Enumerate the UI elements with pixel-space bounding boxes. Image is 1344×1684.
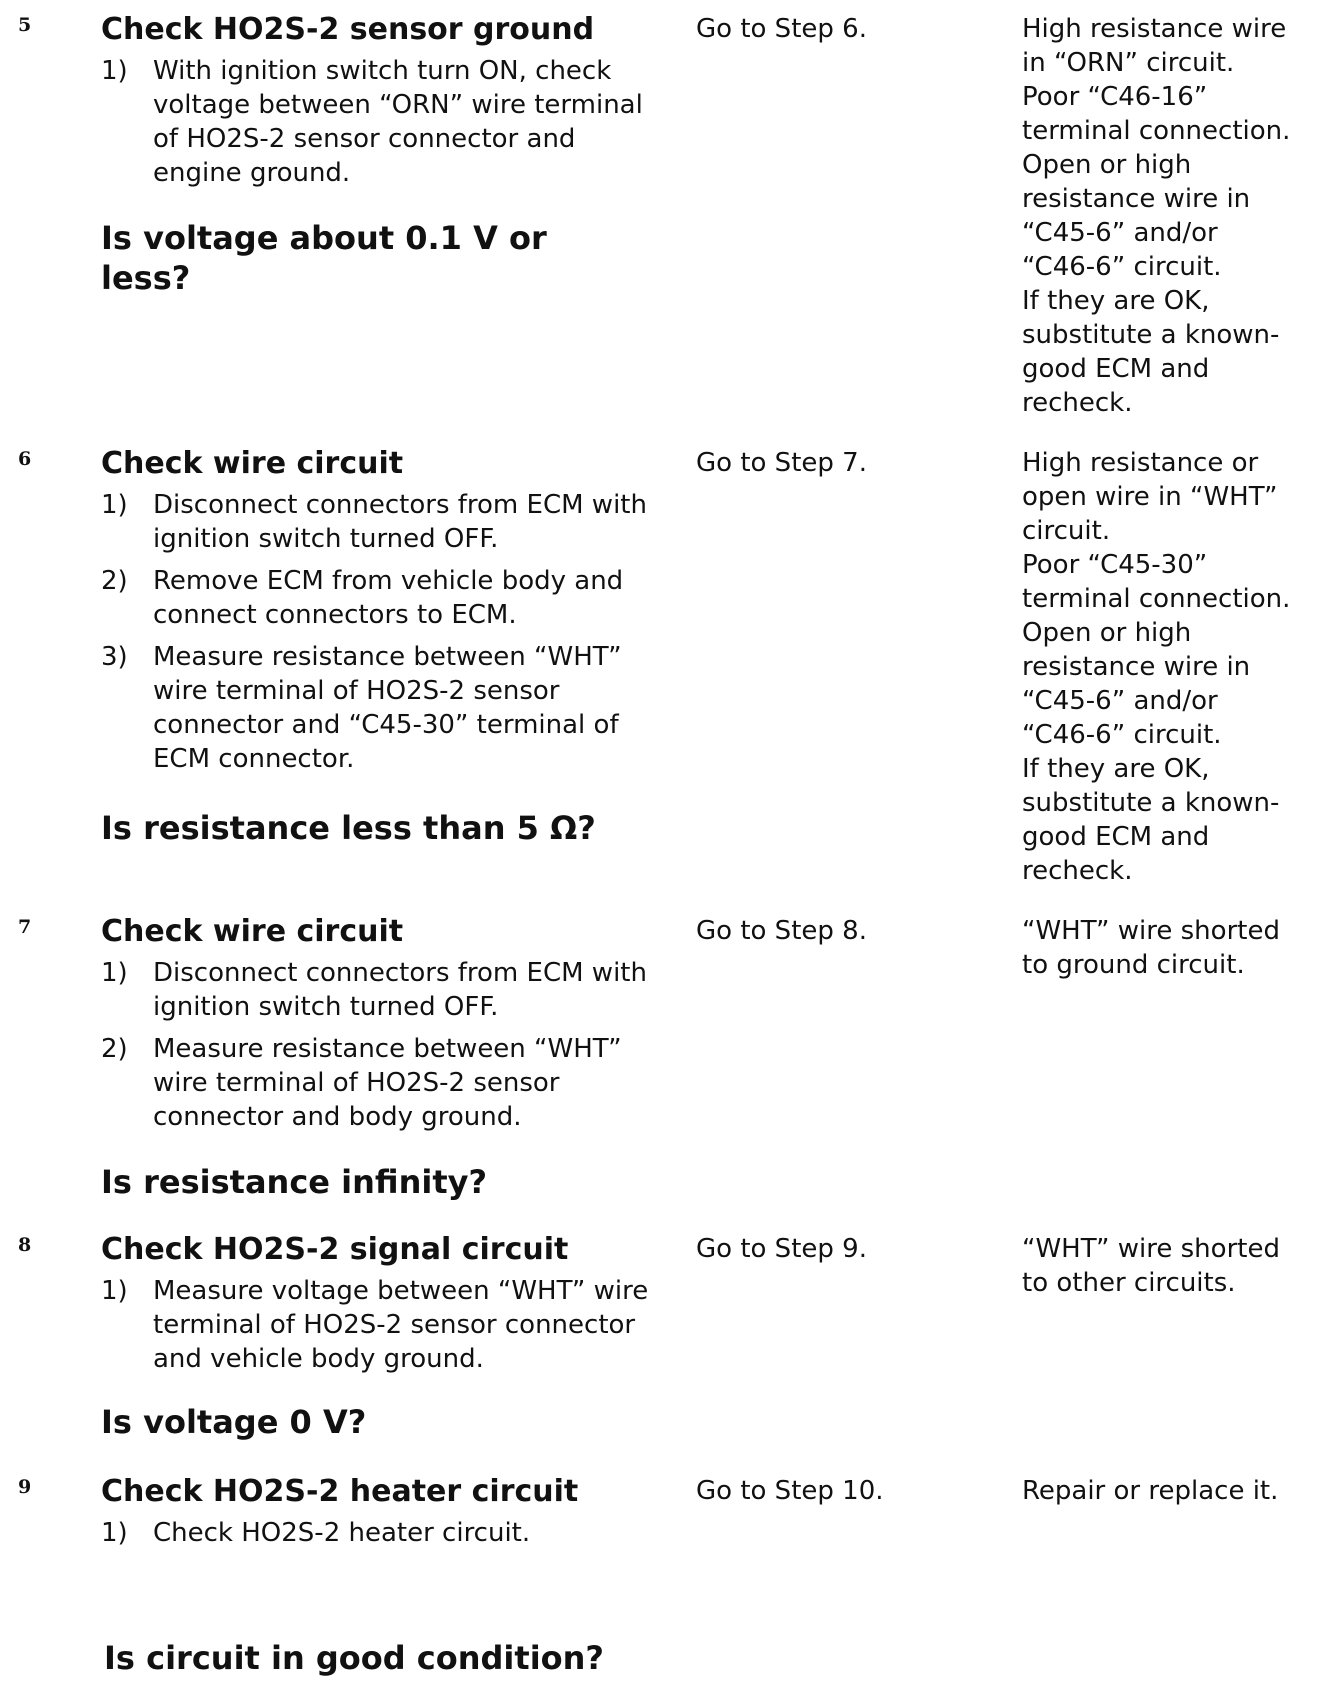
step-number: 5 xyxy=(18,14,32,36)
substep-item xyxy=(101,1274,671,1376)
substep-item xyxy=(101,54,671,190)
step-question: Is voltage about 0.1 V or less? xyxy=(101,219,547,297)
no-action-line: Open or high xyxy=(1022,618,1192,648)
substep-text: Measure resistance between “WHT” wire terminal of HO2S-2 sensor connector and “C45-30” terminal of ECM connector. xyxy=(153,642,622,774)
substep-number: 3) xyxy=(101,642,128,672)
no-action-line: “C45-6” and/or xyxy=(1022,686,1218,716)
substep-item xyxy=(101,1032,671,1134)
substep-number: 1) xyxy=(101,490,128,520)
substep-number: 2) xyxy=(101,1034,128,1064)
no-action-line: terminal connection. xyxy=(1022,116,1291,146)
no-action-line: Repair or replace it. xyxy=(1022,1476,1279,1506)
no-action-line: terminal connection. xyxy=(1022,584,1291,614)
substep-item xyxy=(101,640,671,776)
substep-list xyxy=(101,54,671,198)
no-action-line: recheck. xyxy=(1022,388,1133,418)
no-action-line: substitute a known- xyxy=(1022,788,1280,818)
substep-list xyxy=(101,956,671,1142)
no-action-line: circuit. xyxy=(1022,516,1111,546)
no-action xyxy=(1022,1232,1340,1300)
step-number: 6 xyxy=(18,448,32,470)
no-action-line: open wire in “WHT” xyxy=(1022,482,1278,512)
substep-item xyxy=(101,488,671,556)
step-number: 7 xyxy=(18,916,32,938)
substep-item xyxy=(101,1516,671,1550)
substep-list xyxy=(101,1274,671,1384)
substep-text: Check HO2S-2 heater circuit. xyxy=(153,1518,531,1548)
no-action xyxy=(1022,914,1340,982)
no-action-line: If they are OK, xyxy=(1022,286,1210,316)
substep-number: 1) xyxy=(101,1276,128,1306)
substep-text: Disconnect connectors from ECM with ignition switch turned OFF. xyxy=(153,958,647,1022)
step-title: Check HO2S-2 sensor ground xyxy=(101,12,595,47)
yes-action: Go to Step 7. xyxy=(696,448,867,478)
no-action-line: resistance wire in xyxy=(1022,652,1251,682)
no-action-line: High resistance wire xyxy=(1022,14,1287,44)
substep-number: 1) xyxy=(101,958,128,988)
substep-text: With ignition switch turn ON, check voltage between “ORN” wire terminal of HO2S-2 sensor connector and engine ground. xyxy=(153,56,643,188)
substep-text: Disconnect connectors from ECM with ignition switch turned OFF. xyxy=(153,490,647,554)
no-action-line: “C45-6” and/or xyxy=(1022,218,1218,248)
no-action-line: good ECM and xyxy=(1022,354,1210,384)
step-number: 8 xyxy=(18,1234,32,1256)
step-question: Is voltage 0 V? xyxy=(101,1403,367,1441)
substep-number: 1) xyxy=(101,56,128,86)
no-action-line: “WHT” wire shorted xyxy=(1022,1234,1280,1264)
no-action-line: recheck. xyxy=(1022,856,1133,886)
substep-number: 2) xyxy=(101,566,128,596)
yes-action: Go to Step 10. xyxy=(696,1476,884,1506)
yes-action: Go to Step 9. xyxy=(696,1234,867,1264)
substep-text: Measure voltage between “WHT” wire terminal of HO2S-2 sensor connector and vehicle body ground. xyxy=(153,1276,649,1374)
substep-list xyxy=(101,1516,671,1558)
substep-list xyxy=(101,488,671,784)
no-action-line: Poor “C45-30” xyxy=(1022,550,1208,580)
no-action xyxy=(1022,446,1340,888)
no-action-line: to ground circuit. xyxy=(1022,950,1245,980)
step-question: Is resistance infinity? xyxy=(101,1163,488,1201)
step-question: Is circuit in good condition? xyxy=(104,1639,604,1677)
no-action-line: good ECM and xyxy=(1022,822,1210,852)
no-action-line: If they are OK, xyxy=(1022,754,1210,784)
step-number: 9 xyxy=(18,1476,32,1498)
no-action-line: substitute a known- xyxy=(1022,320,1280,350)
substep-text: Measure resistance between “WHT” wire terminal of HO2S-2 sensor connector and body ground. xyxy=(153,1034,622,1132)
substep-text: Remove ECM from vehicle body and connect connectors to ECM. xyxy=(153,566,624,630)
no-action-line: “C46-6” circuit. xyxy=(1022,720,1222,750)
step-title: Check HO2S-2 signal circuit xyxy=(101,1232,569,1267)
substep-item xyxy=(101,956,671,1024)
step-title: Check HO2S-2 heater circuit xyxy=(101,1474,579,1509)
no-action xyxy=(1022,1474,1340,1508)
step-title: Check wire circuit xyxy=(101,446,404,481)
no-action-line: in “ORN” circuit. xyxy=(1022,48,1235,78)
no-action-line: “WHT” wire shorted xyxy=(1022,916,1280,946)
step-title: Check wire circuit xyxy=(101,914,404,949)
no-action-line: “C46-6” circuit. xyxy=(1022,252,1222,282)
no-action xyxy=(1022,12,1340,420)
no-action-line: High resistance or xyxy=(1022,448,1259,478)
substep-item xyxy=(101,564,671,632)
step-question: Is resistance less than 5 Ω? xyxy=(101,809,596,847)
substep-number: 1) xyxy=(101,1518,128,1548)
no-action-line: Poor “C46-16” xyxy=(1022,82,1208,112)
no-action-line: Open or high xyxy=(1022,150,1192,180)
no-action-line: to other circuits. xyxy=(1022,1268,1236,1298)
no-action-line: resistance wire in xyxy=(1022,184,1251,214)
yes-action: Go to Step 8. xyxy=(696,916,867,946)
yes-action: Go to Step 6. xyxy=(696,14,867,44)
